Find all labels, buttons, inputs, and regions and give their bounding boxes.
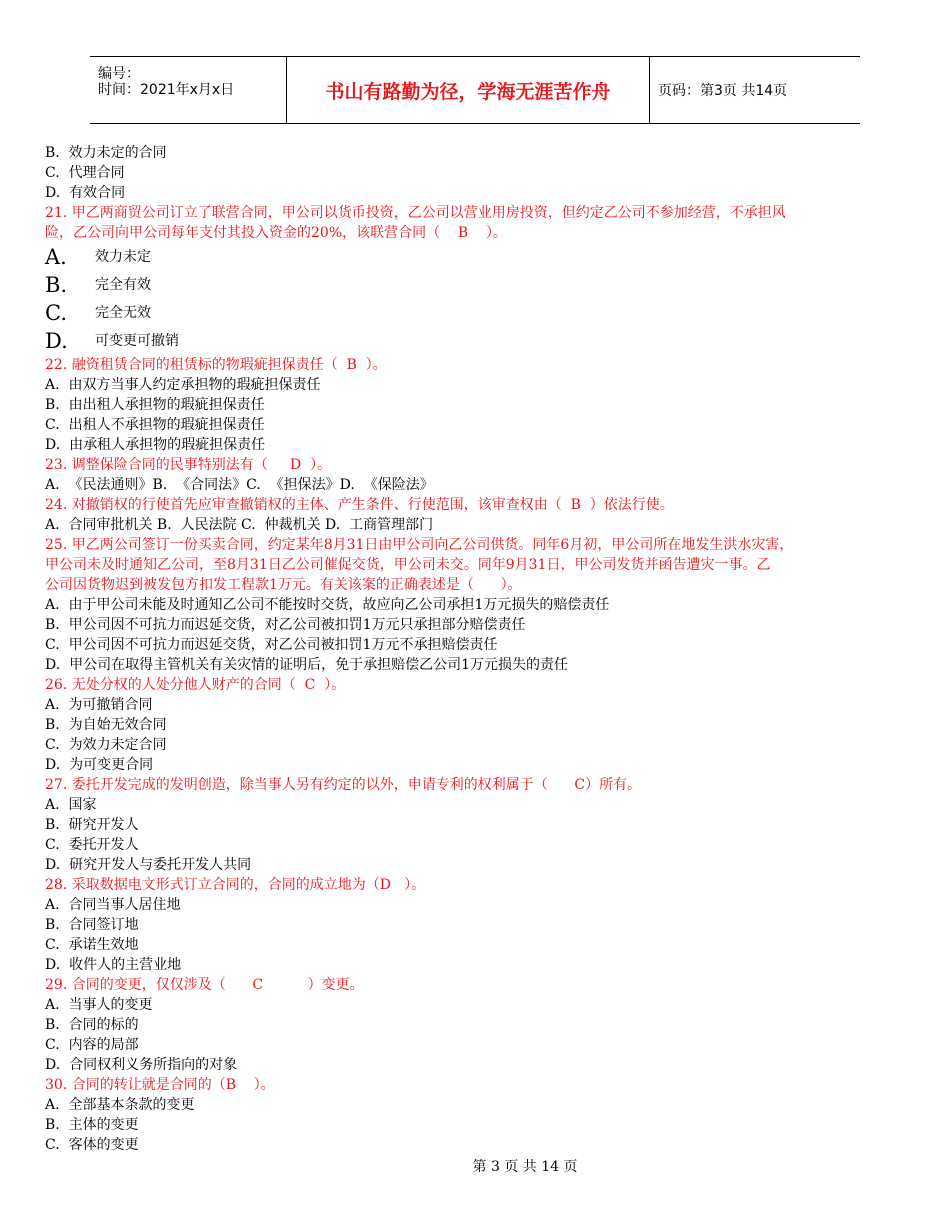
option-line: A. 由双方当事人约定承担物的瑕疵担保责任 <box>45 377 321 393</box>
option-line: A. 合同审批机关 B. 人民法院 C. 仲裁机关 D. 工商管理部门 <box>45 517 434 533</box>
header-motto: 书山有路勤为径，学海无涯苦作舟 <box>325 80 611 103</box>
question-text: 24. 对撤销权的行使首先应审查撤销权的主体、产生条件、行使范围，该审查权由（ B ）依法行使。 <box>45 497 674 513</box>
header-left-cell <box>90 57 287 123</box>
option-line: B. 合同签订地 <box>45 917 139 933</box>
option-letter: B. <box>45 273 68 297</box>
option-line: C. 委托开发人 <box>45 837 139 853</box>
option-line: B. 主体的变更 <box>45 1117 139 1133</box>
header-time-label: 时间：2021年x月x日 <box>98 82 235 98</box>
question-text: 甲公司未及时通知乙公司，至8月31日乙公司催促交货，甲公司未交。同年9月31日，甲公司发货并函告遭灾一事。乙 <box>45 557 771 573</box>
option-line: A. 《民法通则》B. 《合同法》C. 《担保法》D. 《保险法》 <box>45 477 434 493</box>
option-line: C. 为效力未定合同 <box>45 737 167 753</box>
answer-option <box>45 243 925 271</box>
option-line: B. 合同的标的 <box>45 1017 139 1033</box>
question-text: 27. 委托开发完成的发明创造，除当事人另有约定的以外，申请专利的权利属于（ C）所有。 <box>45 777 642 793</box>
option-text: 效力未定 <box>95 249 151 265</box>
option-line: B. 研究开发人 <box>45 817 139 833</box>
option-line: A. 国家 <box>45 797 97 813</box>
option-line: D. 甲公司在取得主管机关有关灾情的证明后，免于承担赔偿乙公司1万元损失的责任 <box>45 657 568 673</box>
option-line: B. 效力未定的合同 <box>45 145 167 161</box>
option-line: B. 甲公司因不可抗力而迟延交货，对乙公司被扣罚1万元只承担部分赔偿责任 <box>45 617 526 633</box>
answer-option <box>45 327 925 355</box>
option-line: A. 由于甲公司未能及时通知乙公司不能按时交货，故应向乙公司承担1万元损失的赔偿责任 <box>45 597 610 613</box>
option-line: D. 由承租人承担物的瑕疵担保责任 <box>45 437 266 453</box>
option-text: 可变更可撤销 <box>95 333 179 349</box>
option-line: C. 甲公司因不可抗力而迟延交货，对乙公司被扣罚1万元不承担赔偿责任 <box>45 637 498 653</box>
question-text: 险，乙公司向甲公司每年支付其投入资金的20%，该联营合同（ B ）。 <box>45 225 508 241</box>
document-body <box>45 143 925 1155</box>
option-line: C. 客体的变更 <box>45 1137 139 1153</box>
question-text: 25. 甲乙两公司签订一份买卖合同，约定某年8月31日由甲公司向乙公司供货。同年6月初，甲公司所在地发生洪水灾害， <box>45 537 794 553</box>
page-header <box>90 56 860 124</box>
question-text: 28. 采取数据电文形式订立合同的，合同的成立地为（D ）。 <box>45 877 426 893</box>
option-line: C. 代理合同 <box>45 165 125 181</box>
option-line: B. 为自始无效合同 <box>45 717 167 733</box>
question-text: 30. 合同的转让就是合同的（B ）。 <box>45 1077 275 1093</box>
header-middle-cell <box>287 57 650 123</box>
question-text: 23. 调整保险合同的民事特别法有（ D ）。 <box>45 457 332 473</box>
option-line: A. 合同当事人居住地 <box>45 897 181 913</box>
answer-option <box>45 299 925 327</box>
question-text: 22. 融资租赁合同的租赁标的物瑕疵担保责任（ B ）。 <box>45 357 387 373</box>
option-line: D. 有效合同 <box>45 185 126 201</box>
question-text: 29. 合同的变更，仅仅涉及（ C ）变更。 <box>45 977 364 993</box>
option-line: B. 由出租人承担物的瑕疵担保责任 <box>45 397 265 413</box>
option-line: A. 全部基本条款的变更 <box>45 1097 195 1113</box>
question-text: 26. 无处分权的人处分他人财产的合同（ C ）。 <box>45 677 346 693</box>
question-text: 21. 甲乙两商贸公司订立了联营合同，甲公司以货币投资，乙公司以营业用房投资，但约定乙公司不参加经营，不承担风 <box>45 205 786 221</box>
option-letter: A. <box>45 245 67 269</box>
option-line: D. 为可变更合同 <box>45 757 154 773</box>
option-line: A. 为可撤销合同 <box>45 697 153 713</box>
option-letter: D. <box>45 329 68 353</box>
page-footer: 第 3 页 共 14 页 <box>472 1159 578 1175</box>
option-line: D. 合同权利义务所指向的对象 <box>45 1057 238 1073</box>
option-text: 完全无效 <box>95 305 151 321</box>
question-text: 公司因货物迟到被发包方扣发工程款1万元。有关该案的正确表述是（ ）。 <box>45 577 522 593</box>
option-text: 完全有效 <box>95 277 151 293</box>
header-right-cell <box>650 57 860 123</box>
option-line: C. 内容的局部 <box>45 1037 139 1053</box>
option-line: A. 当事人的变更 <box>45 997 153 1013</box>
option-line: C. 出租人不承担物的瑕疵担保责任 <box>45 417 265 433</box>
option-line: D. 收件人的主营业地 <box>45 957 182 973</box>
option-line: D. 研究开发人与委托开发人共同 <box>45 857 252 873</box>
header-number-label: 编号： <box>98 66 140 82</box>
header-page-info: 页码：第3页 共14页 <box>658 83 788 99</box>
answer-option <box>45 271 925 299</box>
option-letter: C. <box>45 301 67 325</box>
option-line: C. 承诺生效地 <box>45 937 139 953</box>
